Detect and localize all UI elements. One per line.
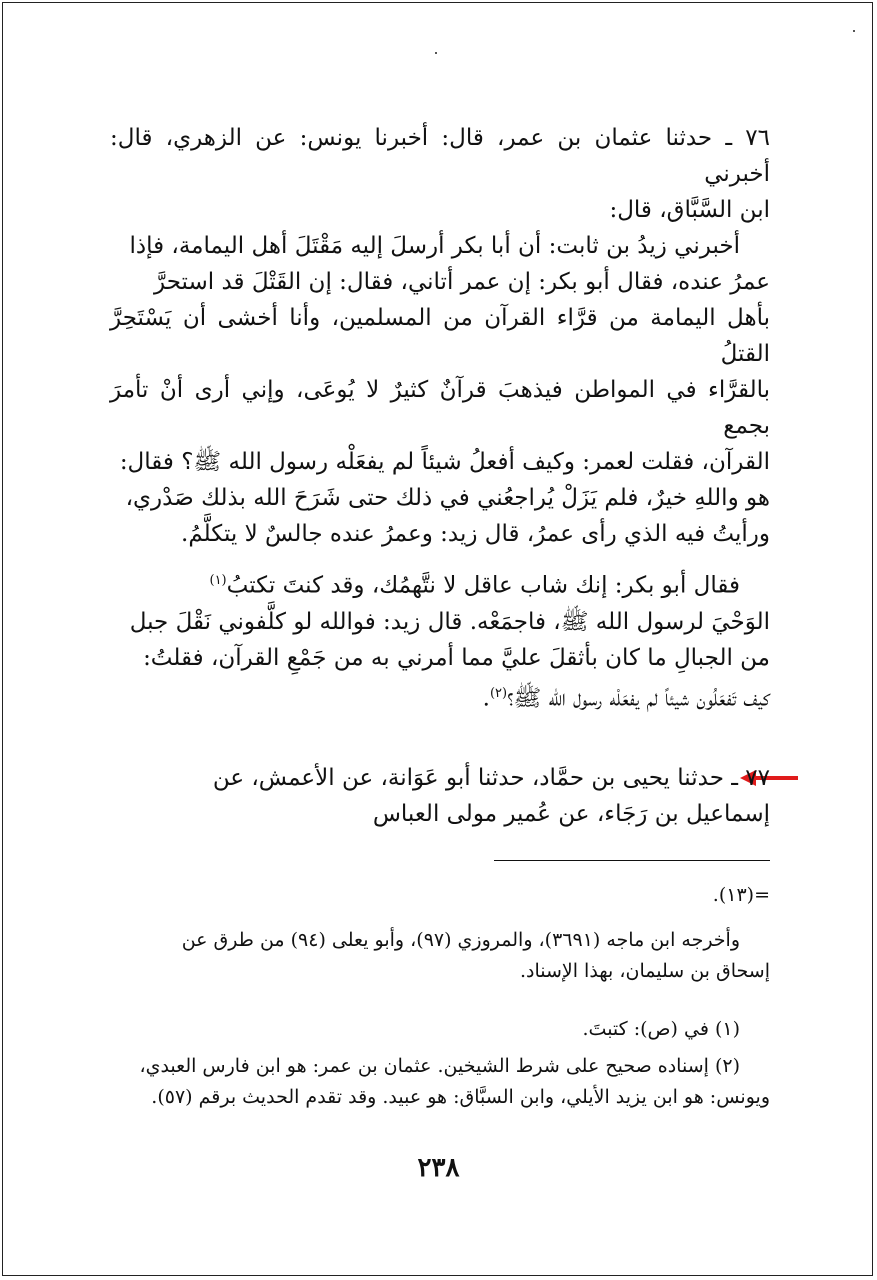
- text-line: إسماعيل بن رَجَاء، عن عُمير مولى العباس: [372, 801, 770, 827]
- footnote-2: [110, 1051, 770, 1113]
- text-line: كيف تَفعَلُون شيئاً لم يفعَلْه رسول الله ﷺ؟$^{(٢)}$.: [482, 685, 770, 712]
- footnote-line: وأخرجه ابن ماجه (٣٦٩١)، والمروزي (٩٧)، وأبو يعلى (٩٤) من طرق عن: [181, 929, 740, 951]
- text-line: القرآن، فقلت لعمر: وكيف أفعلُ شيئاً لم يفعَلْه رسول الله ﷺ؟ فقال:: [119, 449, 770, 475]
- footnote-line: =(١٣).: [712, 884, 770, 906]
- text-line: من الجبالِ ما كان بأثقلَ عليَّ مما أمرني به من جَمْعِ القرآن، فقلتُ:: [143, 644, 770, 671]
- text-line: الوَحْيَ لرسول الله ﷺ، فاجمَعْه. قال زيد: فوالله لو كلَّفوني نَقْلَ جبل: [129, 608, 770, 635]
- footnote-line: ويونس: هو ابن يزيد الأيلي، وابن السبَّاق: هو عبيد. وقد تقدم الحديث برقم (٥٧).: [151, 1086, 770, 1108]
- text-line: عمرُ عنده، فقال أبو بكر: إن عمر أتاني، فقال: إن القَتْلَ قد استحرَّ: [154, 269, 770, 295]
- text-line: ابن السَّبَّاق، قال:: [609, 197, 770, 223]
- footnote-line: (٢) إسناده صحيح على شرط الشيخين. عثمان بن عمر: هو ابن فارس العبدي،: [139, 1055, 740, 1077]
- footnote-ref[interactable]: (١): [209, 573, 227, 588]
- text-line: ٧٧ ـ حدثنا يحيى بن حمَّاد، حدثنا أبو عَوَانة، عن الأعمش، عن: [212, 765, 770, 791]
- scan-dot: [853, 30, 855, 32]
- abubakr-paragraph: [110, 563, 770, 716]
- text-line: [110, 563, 770, 604]
- text-line: هو واللهِ خيرٌ، فلم يَزَلْ يُراجعُني في ذلك حتى شَرَحَ الله بذلك صَدْري،: [125, 485, 770, 511]
- zaid-paragraph: [110, 228, 770, 552]
- footnote-1: [110, 1014, 770, 1045]
- scan-dot: [435, 52, 437, 54]
- page-number: ٢٣٨: [417, 1153, 460, 1183]
- footnote-ref[interactable]: (٢): [489, 685, 508, 701]
- footnote-13: [110, 925, 770, 987]
- text-line: أخبرني زيدُ بن ثابت: أن أبا بكر أرسلَ إليه مَقْتَلَ أهل اليمامة، فإذا: [129, 233, 740, 259]
- hadith-77: [110, 760, 770, 832]
- footnote-line: (١) في (ص): كتبتَ.: [582, 1018, 740, 1040]
- hadith-76: [110, 120, 770, 228]
- footnote-continuation: [110, 880, 770, 911]
- text-line: بالقرَّاء في المواطن فيذهبَ قرآنٌ كثيرٌ لا يُوعَى، وإني أرى أنْ تأمرَ بجمع: [110, 377, 770, 439]
- text-line-content: فقال أبو بكر: إنك شاب عاقل لا نتَّهمُك، وقد كنتَ تكتبُ: [226, 572, 740, 599]
- footnote-divider: [494, 860, 770, 861]
- text-line: ٧٦ ـ حدثنا عثمان بن عمر، قال: أخبرنا يونس: عن الزهري، قال: أخبرني: [110, 125, 770, 187]
- text-line: ورأيتُ فيه الذي رأى عمرُ، قال زيد: وعمرُ عنده جالسٌ لا يتكلَّمُ.: [181, 521, 770, 547]
- text-line-content: كيف تَفعَلُون شيئاً لم يفعَلْه رسول الله ﷺ؟: [507, 685, 770, 712]
- footnote-line: إسحاق بن سليمان، بهذا الإسناد.: [519, 960, 770, 982]
- text-line: بأهل اليمامة من قرَّاء القرآن من المسلمين، وأنا أخشى أن يَسْتَحِرَّ القتلُ: [110, 305, 770, 367]
